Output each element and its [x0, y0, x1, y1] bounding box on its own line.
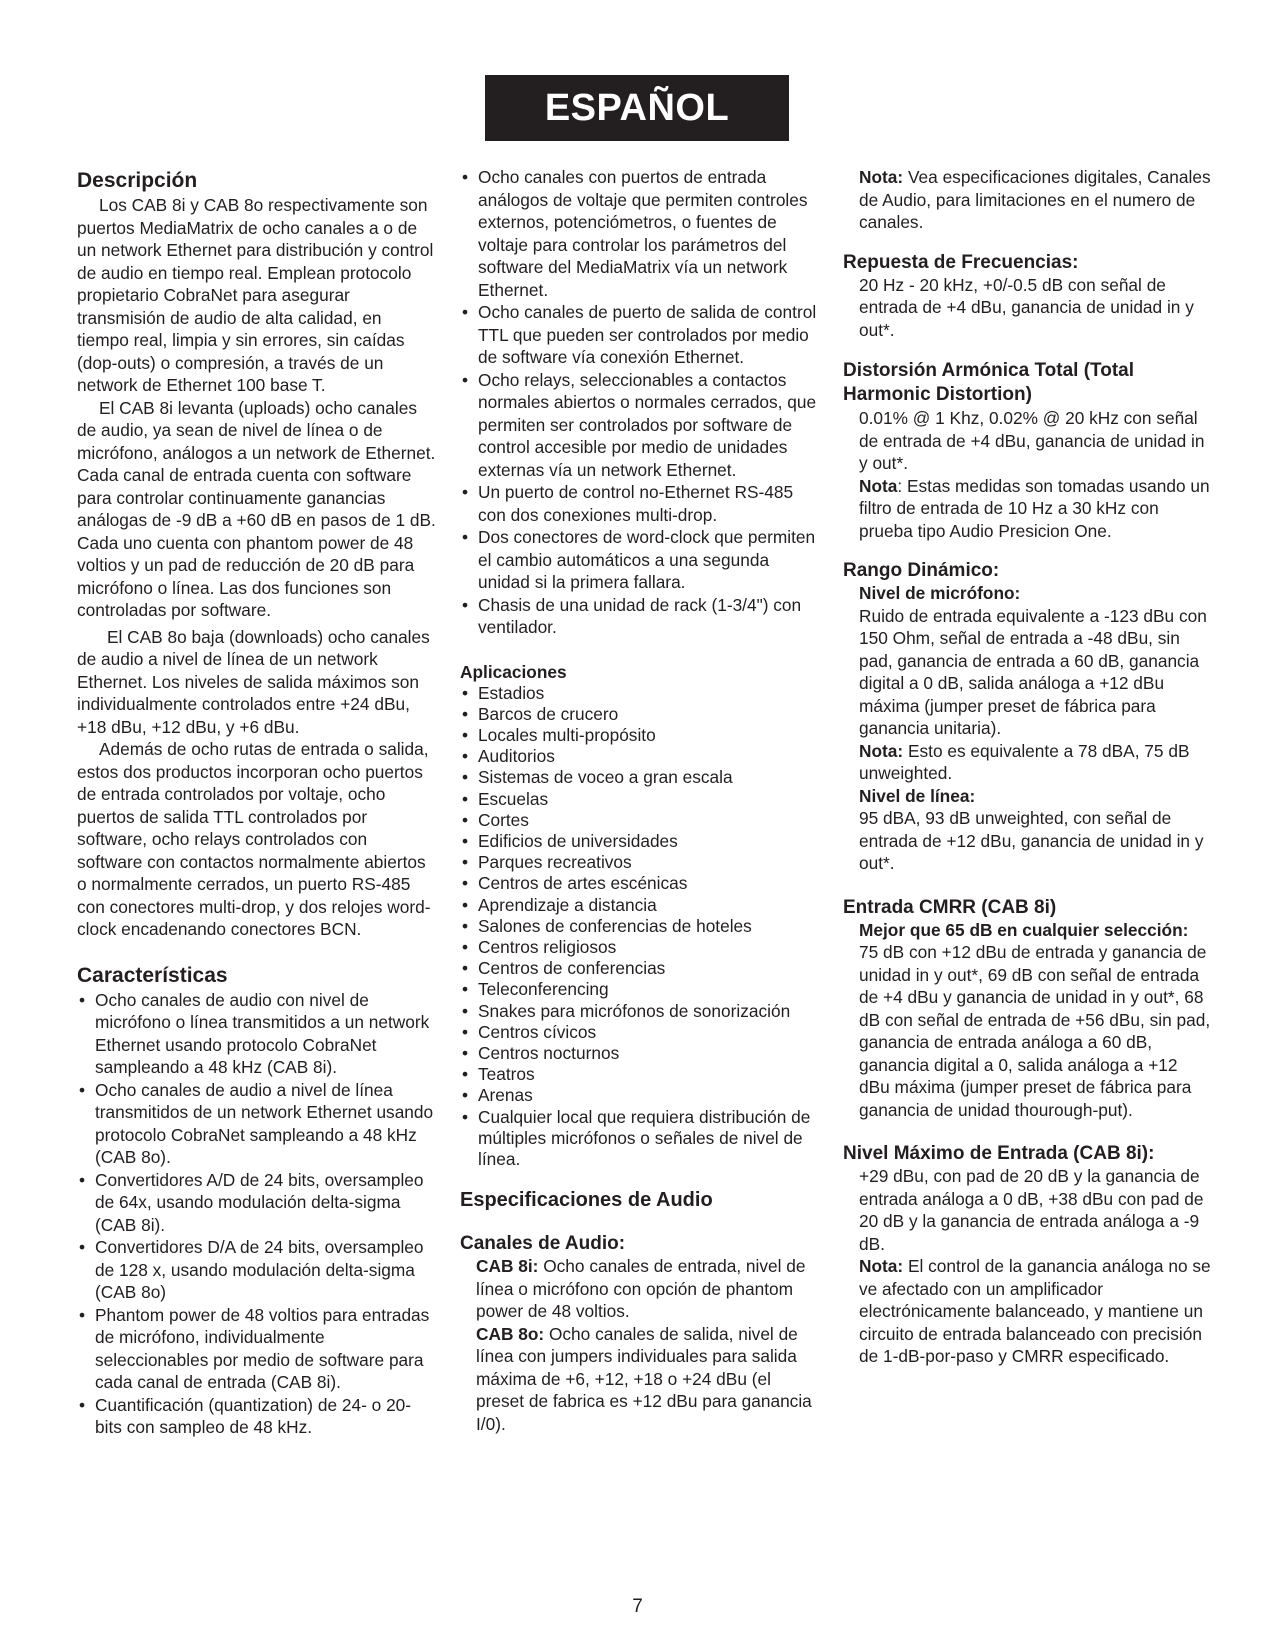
list-item: • Centros de conferencias — [460, 958, 822, 979]
column-1 — [77, 168, 437, 1439]
cmrr-heading: Entrada CMRR (CAB 8i) — [843, 896, 1057, 918]
mic-level-label-text: Nivel de micrófono: — [859, 583, 1021, 603]
list-item: • Ocho canales con puertos de entrada análogos de voltaje que permiten controles externos, potenciómetros, o fuentes de voltaje para controlar los parámetros del software del MediaMatrix vía un network Ethernet. — [460, 166, 822, 301]
list-item: • Chasis de una unidad de rack (1-3/4") con ventilador. — [460, 594, 822, 639]
list-item: • Dos conectores de word-clock que permiten el cambio automáticos a una segunda unidad si la primera fallara. — [460, 526, 822, 594]
list-item: • Salones de conferencias de hoteles — [460, 916, 822, 937]
aplicaciones-list — [460, 683, 822, 1171]
nota-text: : Estas medidas son tomadas usando un filtro de entrada de 10 Hz a 30 kHz con prueba tipo Audio Presicion One. — [859, 475, 1210, 541]
frecuencias-text: 20 Hz - 20 kHz, +0/-0.5 dB con señal de entrada de +4 dBu, ganancia de unidad in y out*. — [859, 274, 1194, 340]
descripcion-heading: Descripción — [77, 169, 198, 192]
list-item: • Convertidores D/A de 24 bits, oversampleo de 128 x, usando modulación delta-sigma (CAB 8o) — [77, 1236, 437, 1304]
column-2 — [460, 166, 822, 1435]
caracteristicas-list-continued — [460, 166, 822, 639]
list-item: • Cualquier local que requiera distribución de múltiples micrófonos o señales de nivel de línea. — [460, 1107, 822, 1171]
list-item: • Centros nocturnos — [460, 1043, 822, 1064]
list-item: • Barcos de crucero — [460, 704, 822, 725]
mic-level-text: Ruido de entrada equivalente a -123 dBu con 150 Ohm, señal de entrada a -48 dBu, sin pad, ganancia de entrada a 60 dB, ganancia digital a 0 dB, salida análoga a +12 dBu máxima (jumper preset de fábrica para ganancia unitaria). — [859, 605, 1207, 738]
nota-text: Esto es equivalente a 78 dBA, 75 dB unweighted. — [859, 740, 1190, 783]
list-item: • Centros cívicos — [460, 1022, 822, 1043]
distorsion-heading: Distorsión Armónica Total (Total Harmonic Distortion) — [843, 360, 1134, 405]
list-item: • Estadios — [460, 683, 822, 704]
nota-nivel-maximo — [843, 1255, 1213, 1368]
canales-heading: Canales de Audio: — [460, 1233, 626, 1255]
list-item: • Sistemas de voceo a gran escala — [460, 767, 822, 788]
cmrr-text: 75 dB con +12 dBu de entrada y ganancia de unidad in y out*, 69 dB con señal de entrada de +4 dBu y ganancia de unidad in y out*, 68 dB con señal de entrada de +56 dBu, sin pad, ganancia de entrada análoga a 60 dB, ganancia digital a 0, salida análoga a +12 dBu máxima (jumper preset de fábrica para ganancia de unidad thourough-put). — [859, 942, 1211, 1120]
nivel-maximo-heading: Nivel Máximo de Entrada (CAB 8i): — [843, 1143, 1155, 1164]
descripcion-paragraph: Además de ocho rutas de entrada o salida, estos dos productos incorporan ocho puertos de entrada controlados por voltaje, ocho puertos de salida TTL controlados por software, ocho relays controlados con software con contactos normalmente abiertos o normalmente cerrados, un puerto RS-485 con conectores multi-drop, y dos relojes word-clock encadenando conectores BCN. — [77, 739, 431, 939]
line-level-label — [843, 785, 1213, 808]
nota-text: Vea especificaciones digitales, Canales de Audio, para limitaciones en el numero de canales. — [859, 167, 1211, 232]
cmrr-label-text: Mejor que 65 dB en cualquier selección: — [859, 919, 1189, 940]
nota-rango — [843, 740, 1213, 785]
caracteristicas-list — [77, 989, 437, 1439]
list-item: • Teleconferencing — [460, 979, 822, 1000]
nota-text: El control de la ganancia análoga no se ve afectado con un amplificador electrónicamente balanceado, y mantiene un circuito de entrada balanceado con precisión de 1-dB-por-paso y CMRR especificado. — [859, 1256, 1211, 1366]
page-number: 7 — [632, 1596, 643, 1617]
list-item: • Centros de artes escénicas — [460, 873, 822, 894]
list-item: • Teatros — [460, 1064, 822, 1085]
nota-label: Nota: — [859, 740, 904, 761]
cab8o-label: CAB 8o: — [476, 1323, 545, 1344]
cmrr-label — [843, 919, 1213, 942]
mic-level-label — [843, 582, 1213, 605]
list-item: • Phantom power de 48 voltios para entradas de micrófono, individualmente seleccionables por medio de software para cada canal de entrada (CAB 8i). — [77, 1304, 437, 1394]
language-banner: ESPAÑOL — [485, 75, 789, 141]
list-item: • Escuelas — [460, 789, 822, 810]
especificaciones-heading: Especificaciones de Audio — [460, 1189, 713, 1212]
line-level-text: 95 dBA, 93 dB unweighted, con señal de entrada de +12 dBu, ganancia de unidad in y out*. — [859, 808, 1204, 873]
list-item: • Auditorios — [460, 746, 822, 767]
cab8o-text: Ocho canales de salida, nivel de línea con jumpers individuales para salida máxima de +6, +12, +18 o +24 dBu (el preset de fabrica es +12 dBu para ganancia I/0). — [476, 1323, 812, 1434]
descripcion-paragraph: El CAB 8o baja (downloads) ocho canales de audio a nivel de línea de un network Ethernet. Los niveles de salida máximos son individualmente controlados entre +24 dBu, +18 dBu, +12 dBu, y +6 dBu. — [77, 626, 430, 737]
list-item: • Arenas — [460, 1085, 822, 1106]
rango-heading: Rango Dinámico: — [843, 560, 1000, 581]
list-item: • Centros religiosos — [460, 937, 822, 958]
list-item: • Parques recreativos — [460, 852, 822, 873]
descripcion-paragraph: Los CAB 8i y CAB 8o respectivamente son puertos MediaMatrix de ocho canales a o de un network Ethernet para distribución y control de audio en tiempo real. Emplean protocolo propietario CobraNet para asegurar transmisión de audio de alta calidad, en tiempo real, limpia y sin errores, sin caídas (dop-outs) o compresión, a través de un network de Ethernet 100 base T. — [77, 195, 434, 395]
line-level-label-text: Nivel de línea: — [859, 785, 976, 806]
cab8i-text: Ocho canales de entrada, nivel de línea o micrófono con opción de phantom power de 48 voltios. — [476, 1256, 806, 1322]
list-item: • Ocho relays, seleccionables a contactos normales abiertos o normales cerrados, que permiten ser controlados por software de control accesible por medio de unidades externas vía un network Ethernet. — [460, 369, 822, 482]
list-item: • Ocho canales de audio a nivel de línea transmitidos de un network Ethernet usando protocolo CobraNet sampleando a 48 kHz (CAB 8o). — [77, 1079, 437, 1169]
list-item: • Cuantificación (quantization) de 24- o 20- bits con sampleo de 48 kHz. — [77, 1394, 437, 1439]
cab8o-spec — [460, 1323, 822, 1436]
list-item: • Ocho canales de puerto de salida de control TTL que pueden ser controlados por medio de software vía conexión Ethernet. — [460, 301, 822, 369]
list-item: • Convertidores A/D de 24 bits, oversampleo de 64x, usando modulación delta-sigma (CAB 8i). — [77, 1169, 437, 1237]
caracteristicas-heading: Características — [77, 963, 228, 987]
list-item: • Snakes para micrófonos de sonorización — [460, 1001, 822, 1022]
frecuencias-heading: Repuesta de Frecuencias: — [843, 251, 1079, 273]
nota-distorsion — [843, 475, 1213, 543]
list-item: • Cortes — [460, 810, 822, 831]
nota-label: Nota: — [859, 1256, 904, 1276]
list-item: • Edificios de universidades — [460, 831, 822, 852]
nota-label: Nota — [859, 475, 898, 496]
list-item: • Un puerto de control no-Ethernet RS-485 con dos conexiones multi-drop. — [460, 481, 822, 526]
distorsion-text: 0.01% @ 1 Khz, 0.02% @ 20 kHz con señal de entrada de +4 dBu, ganancia de unidad in y out*. — [859, 408, 1205, 473]
nota-canales — [843, 166, 1213, 234]
cab8i-label: CAB 8i: — [476, 1256, 539, 1277]
nota-label: Nota: — [859, 167, 904, 187]
column-3 — [843, 166, 1213, 1368]
descripcion-paragraph: El CAB 8i levanta (uploads) ocho canales de audio, ya sean de nivel de línea o de micrófono, análogos a un network de Ethernet. Cada canal de entrada cuenta con software para controlar continuamente ganancias análogas de -9 dB a +60 dB en pasos de 1 dB. Cada uno cuenta con phantom power de 48 voltios y un pad de reducción de 20 dB para micrófono o línea. Las dos funciones son controladas por software. — [77, 397, 436, 620]
cab8i-spec — [460, 1255, 822, 1323]
nivel-maximo-text: +29 dBu, con pad de 20 dB y la ganancia de entrada análoga a 0 dB, +38 dBu con pad de 20 dB y la ganancia de entrada análoga a -9 dB. — [859, 1166, 1204, 1254]
list-item: • Locales multi-propósito — [460, 725, 822, 746]
aplicaciones-heading: Aplicaciones — [460, 661, 567, 682]
list-item: • Aprendizaje a distancia — [460, 895, 822, 916]
list-item: • Ocho canales de audio con nivel de micrófono o línea transmitidos a un network Ethernet usando protocolo CobraNet sampleando a 48 kHz (CAB 8i). — [77, 989, 437, 1079]
